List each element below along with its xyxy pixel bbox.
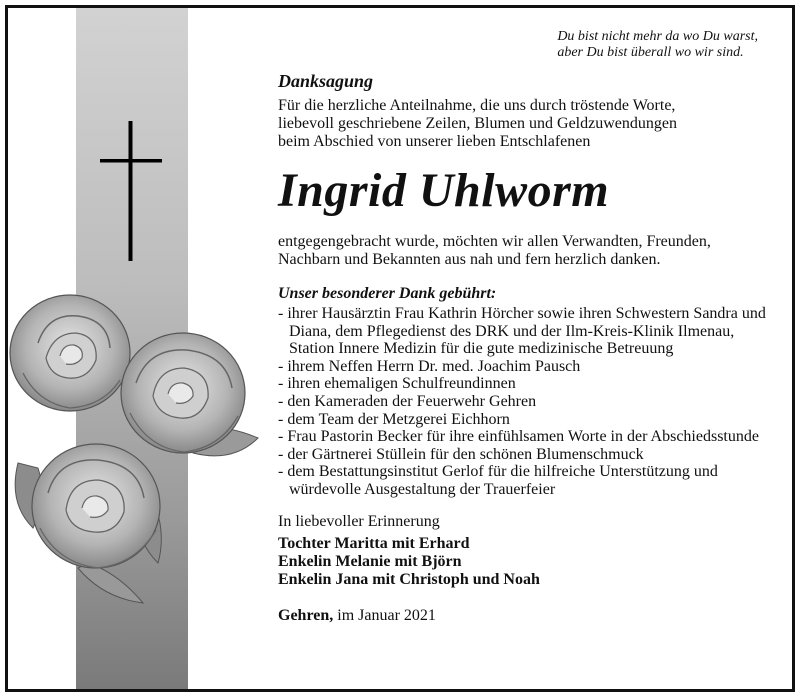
special-thanks-heading: Unser besonderer Dank gebührt: <box>278 285 497 302</box>
roses-image <box>8 288 268 608</box>
intro-line-3: beim Abschied von unserer lieben Entschlafenen <box>278 133 591 150</box>
thanks-item: - Frau Pastorin Becker für ihre einfühlsamen Worte in der Abschiedsstunde <box>278 428 778 446</box>
obituary-frame <box>5 5 795 692</box>
quote-line-1: Du bist nicht mehr da wo Du warst, <box>557 29 758 44</box>
intro-line-1: Für die herzliche Anteilnahme, die uns durch tröstende Worte, <box>278 97 676 114</box>
thanks-item: - den Kameraden der Feuerwehr Gehren <box>278 393 778 411</box>
thanks-item: - ihren ehemaligen Schulfreundinnen <box>278 375 778 393</box>
date: im Januar 2021 <box>337 606 436 624</box>
deceased-name: Ingrid Uhlworm <box>278 164 610 217</box>
thanks-item: - der Gärtnerei Stüllein für den schönen Blumenschmuck <box>278 446 778 464</box>
thanks-item: - dem Team der Metzgerei Eichhorn <box>278 411 778 429</box>
quote-line-2: aber Du bist überall wo wir sind. <box>557 45 744 60</box>
notice-text <box>278 70 778 625</box>
intro-line-2: liebevoll geschriebene Zeilen, Blumen und Geldzuwendungen <box>278 115 677 132</box>
signature-line: Enkelin Melanie mit Björn <box>278 552 462 570</box>
special-thanks-list <box>278 305 778 499</box>
thanks-item: - ihrem Neffen Herrn Dr. med. Joachim Pausch <box>278 358 778 376</box>
thanks-item: - dem Bestattungsinstitut Gerlof für die hilfreiche Unterstützung und würdevolle Ausgestaltung der Trauerfeier <box>278 463 778 498</box>
heading: Danksagung <box>278 71 374 91</box>
cross-icon <box>100 121 164 261</box>
place: Gehren, <box>278 606 334 624</box>
quote <box>557 29 758 61</box>
signature-line: Enkelin Jana mit Christoph und Noah <box>278 570 540 588</box>
after-name-line-1: entgegengebracht wurde, möchten wir allen Verwandten, Freunden, <box>278 233 711 250</box>
closing: In liebevoller Erinnerung <box>278 512 440 530</box>
after-name-line-2: Nachbarn und Bekannten aus nah und fern herzlich danken. <box>278 251 661 268</box>
thanks-item: - ihrer Hausärztin Frau Kathrin Hörcher sowie ihren Schwestern Sandra und Diana, dem Pflegedienst des DRK und der Ilm-Kreis-Klinik Ilmenau, Station Innere Medizin für die gute medizinische Betreuung <box>278 305 778 358</box>
place-date <box>278 607 778 625</box>
signature-line: Tochter Maritta mit Erhard <box>278 534 470 552</box>
